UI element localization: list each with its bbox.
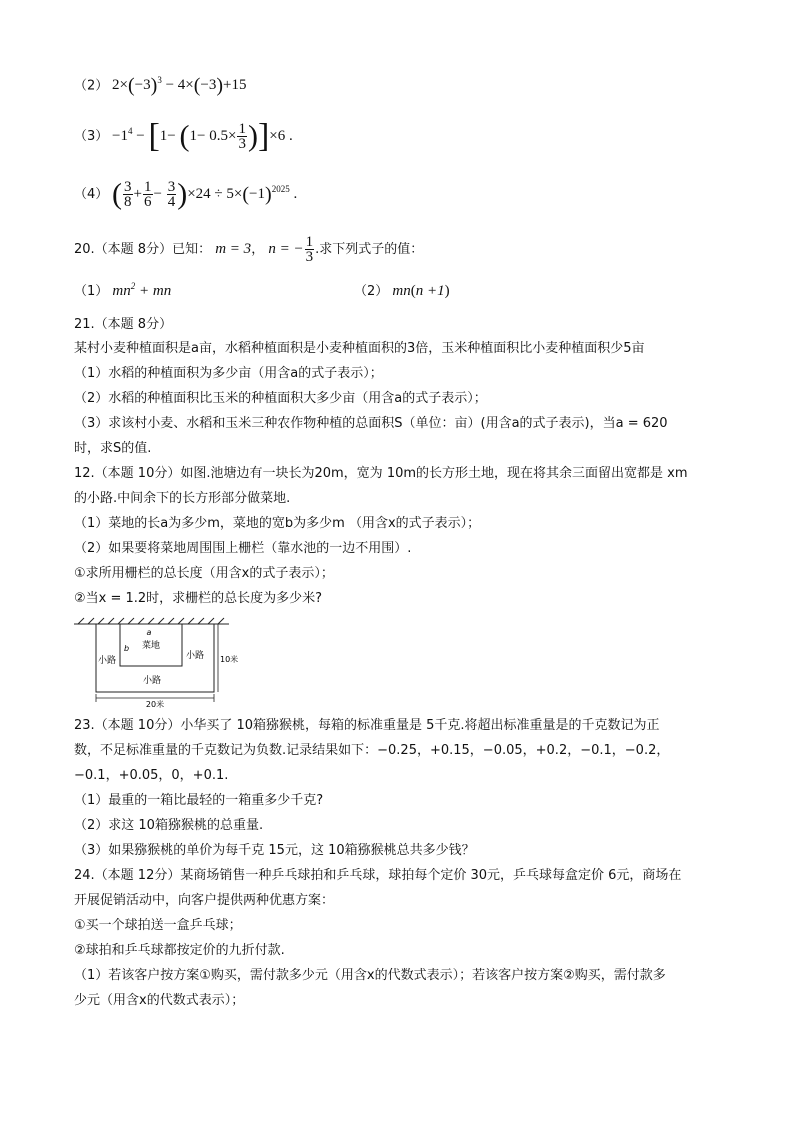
q20-n-fraction: $\frac{1}{3}$ (305, 234, 314, 265)
q20-m: m = 3 (215, 241, 252, 257)
q19-p3-expression: $-1^4 - [1- (1- 0.5\times$ $\frac{1}{3}$ )]×6 . (112, 117, 293, 155)
q22-sub2: ②当x = 1.2时，求栅栏的总长度为多少米? (74, 591, 323, 606)
q19-p2-expression: $2\times(-3)^3 - 4\times(-3)+15$ (112, 75, 247, 97)
q19-p3-label: （3） (74, 129, 109, 144)
q19-part2 (74, 71, 247, 101)
fig-road-left: 小路 (98, 656, 117, 666)
q21-part1: （1）水稻的种植面积为多少亩（用含a的式子表示）； (74, 366, 383, 381)
q20-n: n = − (268, 241, 304, 257)
q22-head: 12.（本题 10分）如图.池塘边有一块长为20m，宽为 10m的长方形土地，现在将其余三面留出宽都是 xm (74, 466, 688, 481)
q23-part2: （2）求这 10箱猕猴桃的总重量. (74, 818, 264, 833)
fig-dim-10: 10米 (220, 655, 239, 664)
q19-p4-label: （4） (74, 187, 109, 202)
q19-p4-expression: ( $\frac{3}{8}$ + $\frac{1}{6}$ − $\frac{3}{4}$ )$\times 24 \div 5\times(-1)^{2025}$ . (112, 177, 298, 211)
q20-p2-expression: mn(n +1) (392, 283, 450, 299)
q20-heading (74, 232, 423, 267)
q24-line2: 开展促销活动中，向客户提供两种优惠方案： (74, 893, 335, 908)
fig-dim-20: 20米 (145, 700, 165, 709)
q24-line1: 24.（本题 12分）某商场销售一种乒乓球拍和乒乓球，球拍每个定价 30元，乒乓球每盒定价 6元，商场在 (74, 868, 682, 883)
q22-sub1: ①求所用栅栏的总长度（用含x的式子表示）； (74, 566, 334, 581)
q21-part3: （3）求该村小麦、水稻和玉米三种农作物种植的总面积S（单位：亩）(用含a的式子表示)，当a = 620 (74, 416, 668, 431)
q21-part2: （2）水稻的种植面积比玉米的种植面积大多少亩（用含a的式子表示）； (74, 391, 487, 406)
q20-p1-expression: $mn^2$ + mn (112, 281, 172, 299)
q24-part1-cont: 少元（用含x的代数式表示）； (74, 993, 245, 1008)
q20-p1-label: （1） (74, 284, 109, 299)
q22-part1: （1）菜地的长a为多少m，菜地的宽b为多少m （用含x的式子表示）； (74, 516, 481, 531)
q23-part1: （1）最重的一箱比最轻的一箱重多少千克? (74, 793, 324, 808)
q19-part3 (74, 118, 293, 155)
fig-road-bottom: 小路 (142, 676, 162, 686)
q22-figure (74, 618, 239, 709)
q22-head-cont: 的小路.中间余下的长方形部分做菜地. (74, 491, 291, 506)
fig-label-a: a (146, 628, 152, 637)
q23-line3: −0.1，+0.05，0，+0.1. (74, 768, 229, 783)
q21-head: 21.（本题 8分） (74, 317, 173, 332)
fig-road-right: 小路 (186, 651, 205, 661)
q24-option2: ②球拍和乒乓球都按定价的九折付款. (74, 943, 285, 958)
q21-part3-cont: 时，求S的值. (74, 441, 152, 456)
q21-intro: 某村小麦种植面积是a亩，水稻种植面积是小麦种植面积的3倍，玉米种植面积比小麦种植面积少5亩 (74, 341, 645, 356)
q20-part2 (354, 281, 450, 302)
q24-part1: （1）若该客户按方案①购买，需付款多少元（用含x的代数式表示）；若该客户按方案②购买，需付款多 (74, 968, 666, 983)
q20-comma: ， (251, 242, 265, 257)
q22-part2: （2）如果要将菜地周围围上栅栏（靠水池的一边不用围）. (74, 541, 412, 556)
q19-part4 (74, 176, 297, 213)
q23-line2: 数，不足标准重量的千克数记为负数.记录结果如下：−0.25，+0.15，−0.05，+0.2，−0.1，−0.2， (74, 743, 670, 758)
q20-head: 20.（本题 8分）已知： (74, 242, 212, 257)
q23-part3: （3）如果猕猴桃的单价为每千克 15元，这 10箱猕猴桃总共多少钱？ (74, 843, 475, 858)
q24-option1: ①买一个球拍送一盒乒乓球； (74, 918, 242, 933)
q20-parts (74, 281, 171, 302)
fig-label-garden: 菜地 (141, 641, 161, 651)
q20-p2-label: （2） (354, 284, 389, 299)
q23-line1: 23.（本题 10分）小华买了 10箱猕猴桃，每箱的标准重量是 5千克.将超出标准重量是的千克数记为正 (74, 718, 660, 733)
pond-edge-hatching (74, 618, 229, 624)
q19-p2-label: （2） (74, 78, 109, 94)
q20-tail: .求下列式子的值： (315, 242, 424, 257)
fig-label-b: b (124, 644, 130, 653)
